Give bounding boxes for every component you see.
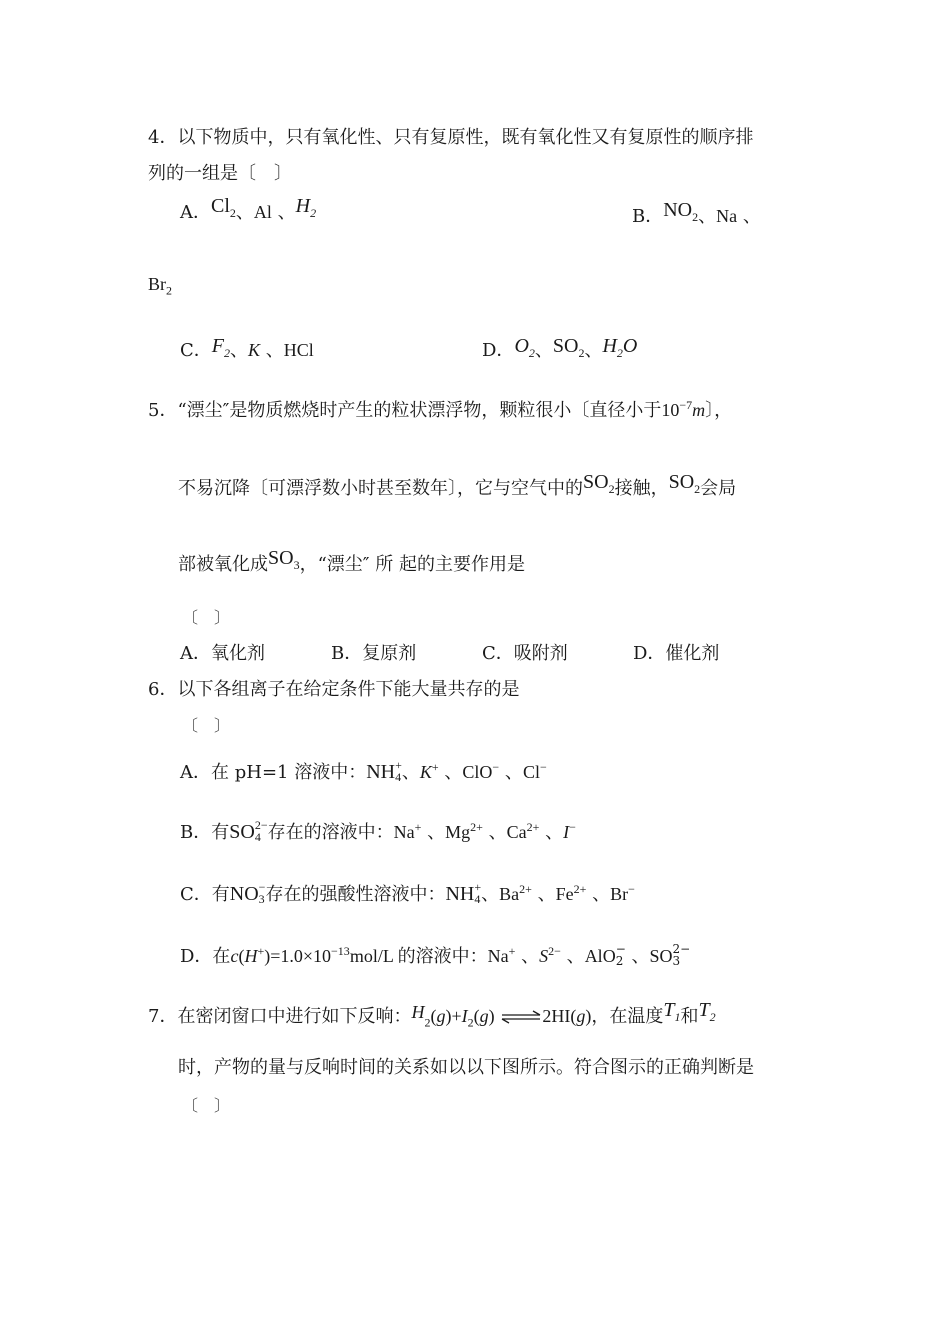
equilibrium-arrow-icon [500, 1010, 542, 1024]
q4-option-a: A．$Cl_2$、Al 、$H_2$ [180, 195, 317, 223]
q4-option-c: C．$F_2$、K 、HCl [180, 335, 314, 361]
q7-stem-line1: 7．在密闭窗口中进行如下反响：$H_2(g)+I_2(g)$ 2HI(g)，在温度$T_1$和$T_2$ [148, 999, 716, 1030]
q6-answer-paren: 〔 〕 [182, 716, 231, 735]
q6-option-b: B．有SO 2− 4 存在的溶液中：Na+ 、$Mg^{2+}$ 、$Ca^{2+}$ 、I− [180, 818, 576, 845]
q4-stem-line1: 4．以下物质中，只有氧化性、只有复原性，既有氧化性又有复原性的顺序排 [148, 127, 754, 148]
q5-option-a: A．氧化剂 [180, 643, 265, 664]
q5-option-c: C．吸附剂 [482, 643, 568, 664]
q5-option-d: D．催化剂 [633, 643, 720, 664]
q5-option-b: B．复原剂 [331, 643, 417, 664]
q5-stem-line1: 5．“漂尘″是物质燃烧时产生的粒状漂浮物，颗粒很小〔直径小于$10^{-7}m$〕， [148, 398, 733, 421]
q6-stem: 6．以下各组离子在给定条件下能大量共存的是 [148, 679, 520, 700]
q4-option-b: B．$NO_2$、Na 、 [632, 199, 761, 227]
q6-option-d: D．在$c(H^+)=1.0\times 10^{-13}mol/L$ 的溶液中：Na+ 、$S^{2-}$ 、AlO − 2 、SO 2− 3 [180, 942, 691, 968]
q6-option-c: C．有NO − 3 存在的强酸性溶液中：NH + 4 、$Ba^{2+}$ 、$Fe^{2+}$ 、Br− [180, 880, 635, 907]
q4-option-b-cont: $Br_2$ [148, 274, 172, 298]
q4-stem-line2: 列的一组是〔 〕 [148, 163, 292, 184]
q4-option-d: D．$O_2$、$SO_2$、$H_2O$ [482, 335, 638, 361]
q5-stem-line3: 部被氧化成$SO_3$，“漂尘″ 所 起的主要作用是 [178, 547, 525, 575]
q5-answer-paren: 〔 〕 [182, 608, 231, 627]
q7-answer-paren: 〔 〕 [182, 1096, 231, 1115]
q6-option-a: A．在 pH=1 溶液中：NH + 4 、K+ 、ClO− 、Cl− [180, 758, 547, 785]
q5-stem-line2: 不易沉降〔可漂浮数小时甚至数年〕，它与空气中的$SO_2$接触，$SO_2$会局 [178, 471, 737, 499]
q7-stem-line2: 时，产物的量与反响时间的关系如以以下图所示。符合图示的正确判断是 [178, 1057, 754, 1078]
